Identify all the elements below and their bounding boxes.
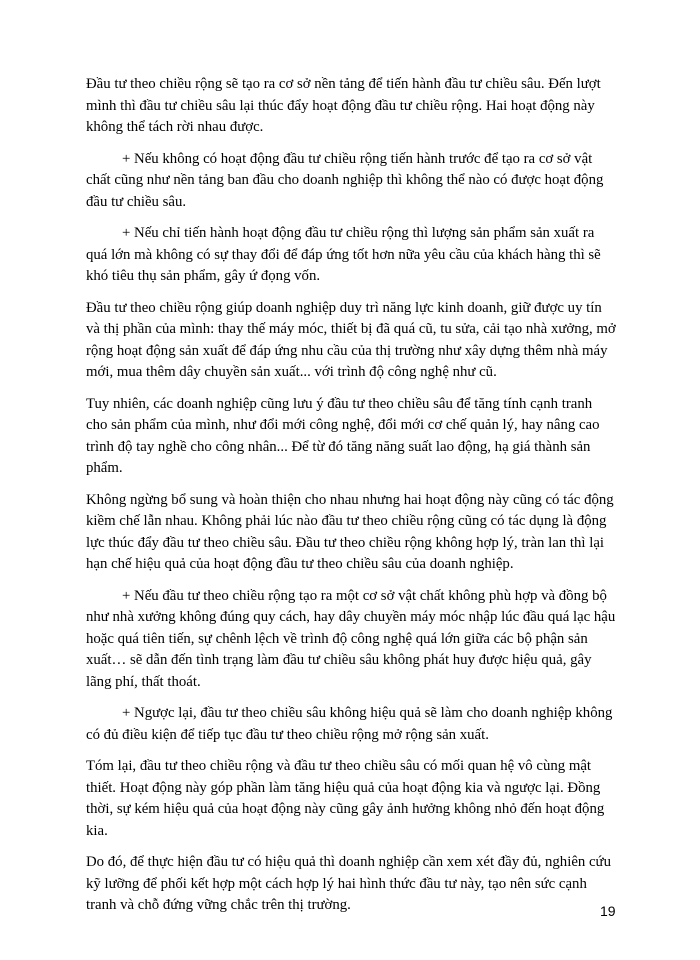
paragraph-7: + Nếu đầu tư theo chiều rộng tạo ra một cơ sở vật chất không phù hợp và đồng bộ như nhà xưởng không đúng quy cách, hay dây chuyền máy móc nhập lúc đầu quá lạc hậu hoặc quá tiên tiến, sự chênh lệch về trình độ công nghệ quá lớn giữa các bộ phận sản xuất… sẽ dẫn đến tình trạng làm đầu tư chiều sâu không phát huy được hiệu quả, gây lãng phí, thất thoát. [86,587,616,690]
paragraph-4: Đầu tư theo chiều rộng giúp doanh nghiệp duy trì năng lực kinh doanh, giữ được uy tín và thị phần của mình: thay thế máy móc, thiết bị đã quá cũ, tu sửa, cải tạo nhà xưởng, mở rộng hoạt động sản xuất để đáp ứng nhu cầu của thị trường như xây dựng thêm nhà máy mới, mua thêm dây chuyền sản xuất... với trình độ công nghệ như cũ. [86,299,616,380]
paragraph-2: + Nếu không có hoạt động đầu tư chiều rộng tiến hành trước để tạo ra cơ sở vật chất cũng như nền tảng ban đầu cho doanh nghiệp thì không thể nào có được hoạt động đầu tư chiều sâu. [86,150,604,210]
paragraph-6: Không ngừng bổ sung và hoàn thiện cho nhau nhưng hai hoạt động này cũng có tác động kiềm chế lẫn nhau. Không phải lúc nào đầu tư theo chiều rộng cũng có tác dụng là động lực thúc đẩy đầu tư theo chiều sâu. Đầu tư theo chiều rộng không hợp lý, tràn lan thì lại hạn chế hiệu quả của hoạt động đầu tư theo chiều sâu của doanh nghiệp. [86,491,614,572]
paragraph-1: Đầu tư theo chiều rộng sẽ tạo ra cơ sở nền tảng để tiến hành đầu tư chiều sâu. Đến lượt mình thì đầu tư chiều sâu lại thúc đẩy hoạt động đầu tư chiều rộng. Hai hoạt động này không thể tách rời nhau được. [86,76,601,135]
paragraph-8: + Ngược lại, đầu tư theo chiều sâu không hiệu quả sẽ làm cho doanh nghiệp không có đủ điều kiện để tiếp tục đầu tư theo chiều rộng mở rộng sản xuất. [86,705,613,743]
paragraph-5: Tuy nhiên, các doanh nghiệp cũng lưu ý đầu tư theo chiều sâu để tăng tính cạnh tranh cho sản phẩm của mình, như đổi mới công nghệ, đổi mới cơ chế quản lý, hay nâng cao trình độ tay nghề cho công nhân... Để từ đó tăng năng suất lao động, hạ giá thành sản phẩm. [86,395,600,476]
paragraph-3: + Nếu chỉ tiến hành hoạt động đầu tư chiều rộng thì lượng sản phẩm sản xuất ra quá lớn mà không có sự thay đổi để đáp ứng tốt hơn nữa yêu cầu của khách hàng thì sẽ khó tiêu thụ sản phẩm, gây ứ đọng vốn. [86,225,601,284]
paragraph-9: Tóm lại, đầu tư theo chiều rộng và đầu tư theo chiều sâu có mối quan hệ vô cùng mật thiết. Hoạt động này góp phần làm tăng hiệu quả của hoạt động kia và ngược lại. Đồng thời, sự kém hiệu quả của hoạt động này cũng gây ảnh hưởng không nhỏ đến hoạt động kia. [86,758,605,839]
body-text [86,74,616,927]
paragraph-10: Do đó, để thực hiện đầu tư có hiệu quả thì doanh nghiệp cần xem xét đầy đủ, nghiên cứu kỹ lưỡng để phối kết hợp một cách hợp lý hai hình thức đầu tư này, tạo nên sức cạnh tranh và chỗ đứng vững chắc trên thị trường. [86,854,611,913]
page-number: 19 [600,903,616,919]
